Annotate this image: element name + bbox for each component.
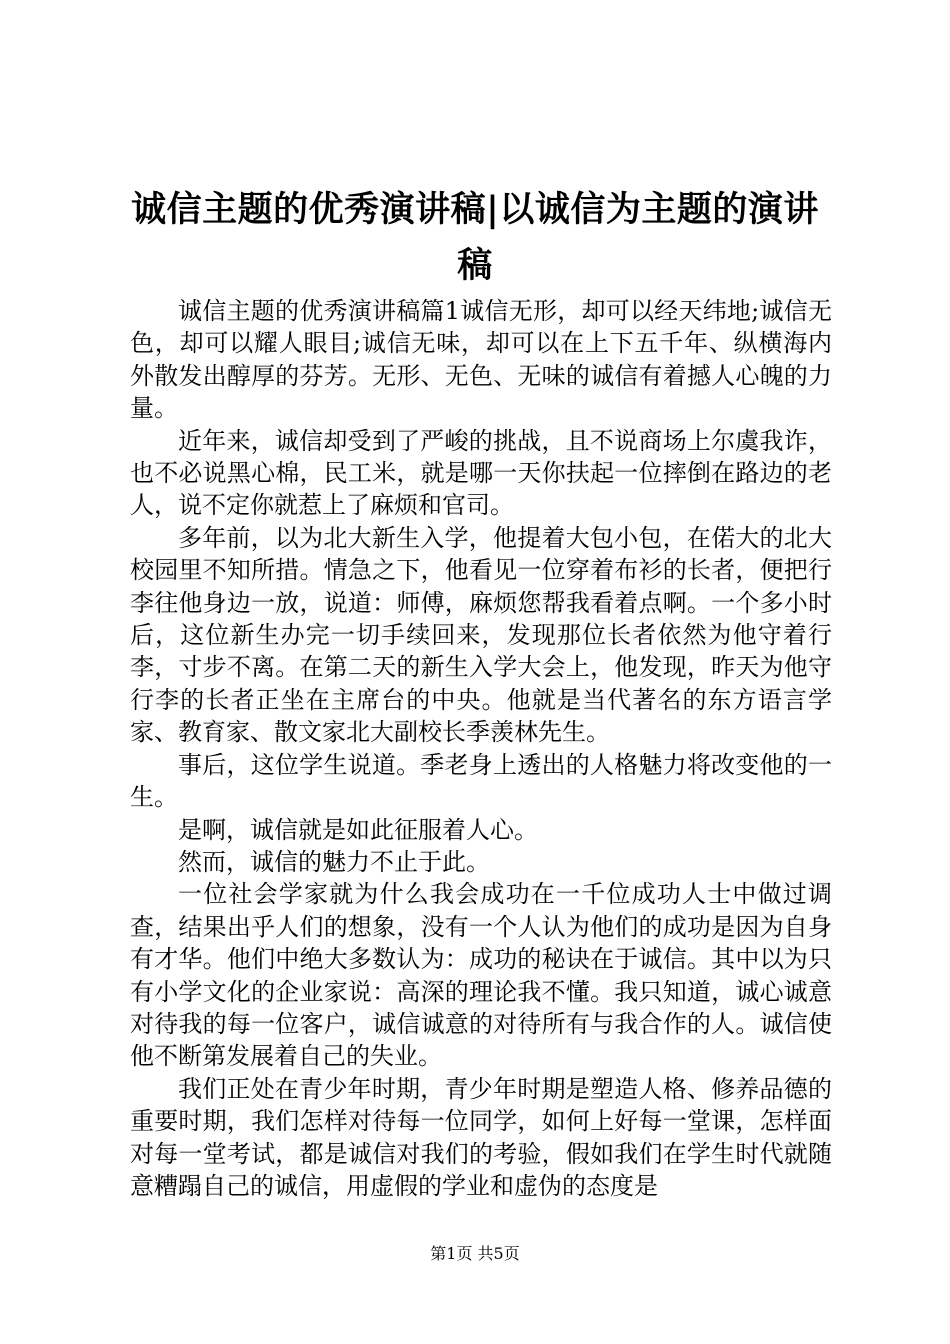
document-title: 诚信主题的优秀演讲稿|以诚信为主题的演讲稿 <box>131 189 819 286</box>
paragraph-1: 诚信主题的优秀演讲稿篇1诚信无形，却可以经天纬地;诚信无色，却可以耀人眼目;诚信无味，却可以在上下五千年、纵横海内外散发出醇厚的芬芳。无形、无色、无味的诚信有着撼人心魄的力量。 <box>130 297 832 423</box>
document-body <box>130 295 832 1202</box>
paragraph-7: 一位社会学家就为什么我会成功在一千位成功人士中做过调查，结果出乎人们的想象，没有一个人认为他们的成功是因为自身有才华。他们中绝大多数认为：成功的秘诀在于诚信。其中以为只有小学文化的企业家说：高深的理论我不懂。我只知道，诚心诚意对待我的每一位客户，诚信诚意的对待所有与我合作的人。诚信使他不断第发展着自己的失业。 <box>130 880 832 1071</box>
paragraph-6: 然而，诚信的魅力不止于此。 <box>178 847 490 876</box>
paragraph-8: 我们正处在青少年时期，青少年时期是塑造人格、修养品德的重要时期，我们怎样对待每一位同学，如何上好每一堂课，怎样面对每一堂考试，都是诚信对我们的考验，假如我们在学生时代就随意糟蹋自己的诚信，用虚假的学业和虚伪的态度是 <box>130 1074 832 1200</box>
page-footer: 第1页 共5页 <box>430 1244 520 1263</box>
paragraph-2: 近年来，诚信却受到了严峻的挑战，且不说商场上尔虞我诈，也不必说黑心棉，民工米，就是哪一天你扶起一位摔倒在路边的老人，说不定你就惹上了麻烦和官司。 <box>130 426 832 520</box>
paragraph-5: 是啊，诚信就是如此征服着人心。 <box>178 815 538 844</box>
paragraph-3: 多年前，以为北大新生入学，他提着大包小包，在偌大的北大校园里不知所措。情急之下，他看见一位穿着布衫的长者，便把行李往他身边一放，说道：师傅，麻烦您帮我看着点啊。一个多小时后，这位新生办完一切手续回来，发现那位长者依然为他守着行李，寸步不离。在第二天的新生入学大会上，他发现，昨天为他守行李的长者正坐在主席台的中央。他就是当代著名的东方语言学家、教育家、散文家北大副校长季羡林先生。 <box>130 523 832 747</box>
paragraph-4: 事后，这位学生说道。季老身上透出的人格魅力将改变他的一生。 <box>130 750 832 812</box>
